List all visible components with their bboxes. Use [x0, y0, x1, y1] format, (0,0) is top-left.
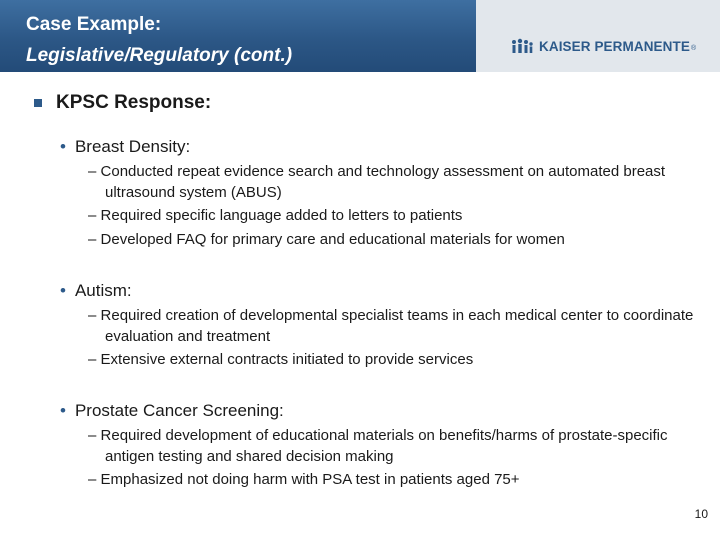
square-bullet-icon [34, 99, 42, 107]
section-title-autism: • Autism: [60, 281, 132, 300]
title-banner [0, 0, 476, 72]
logo-wordmark: KAISER PERMANENTE [539, 38, 690, 54]
slide-subtitle: Legislative/Regulatory (cont.) [26, 45, 293, 66]
kaiser-permanente-logo [510, 38, 696, 54]
page-number: 10 [694, 507, 708, 521]
slide-title: Case Example: [26, 14, 162, 35]
people-logo-icon [510, 38, 534, 54]
bullet-dot-icon: • [60, 401, 66, 420]
logo-panel [476, 0, 720, 72]
list-item: – Required development of educational materials on benefits/harms of prostate-specific antigen testing and shared decision making [88, 427, 668, 465]
bullet-dot-icon: • [60, 137, 66, 156]
list-item: – Developed FAQ for primary care and educational materials for women [88, 231, 565, 248]
section-title-prostate-cancer-screening: • Prostate Cancer Screening: [60, 401, 284, 420]
list-item: – Emphasized not doing harm with PSA test in patients aged 75+ [88, 471, 520, 488]
main-heading-text: KPSC Response: [56, 92, 212, 113]
list-item: – Conducted repeat evidence search and technology assessment on automated breast ultrasound system (ABUS) [88, 163, 666, 201]
section-title-breast-density: • Breast Density: [60, 137, 191, 156]
list-item: – Required specific language added to letters to patients [88, 207, 463, 224]
list-item: – Required creation of developmental specialist teams in each medical center to coordinate evaluation and treatment [88, 307, 694, 345]
list-item: – Extensive external contracts initiated to provide services [88, 351, 474, 368]
bullet-dot-icon: • [60, 281, 66, 300]
main-heading [34, 92, 211, 114]
registered-mark: ® [690, 45, 697, 52]
